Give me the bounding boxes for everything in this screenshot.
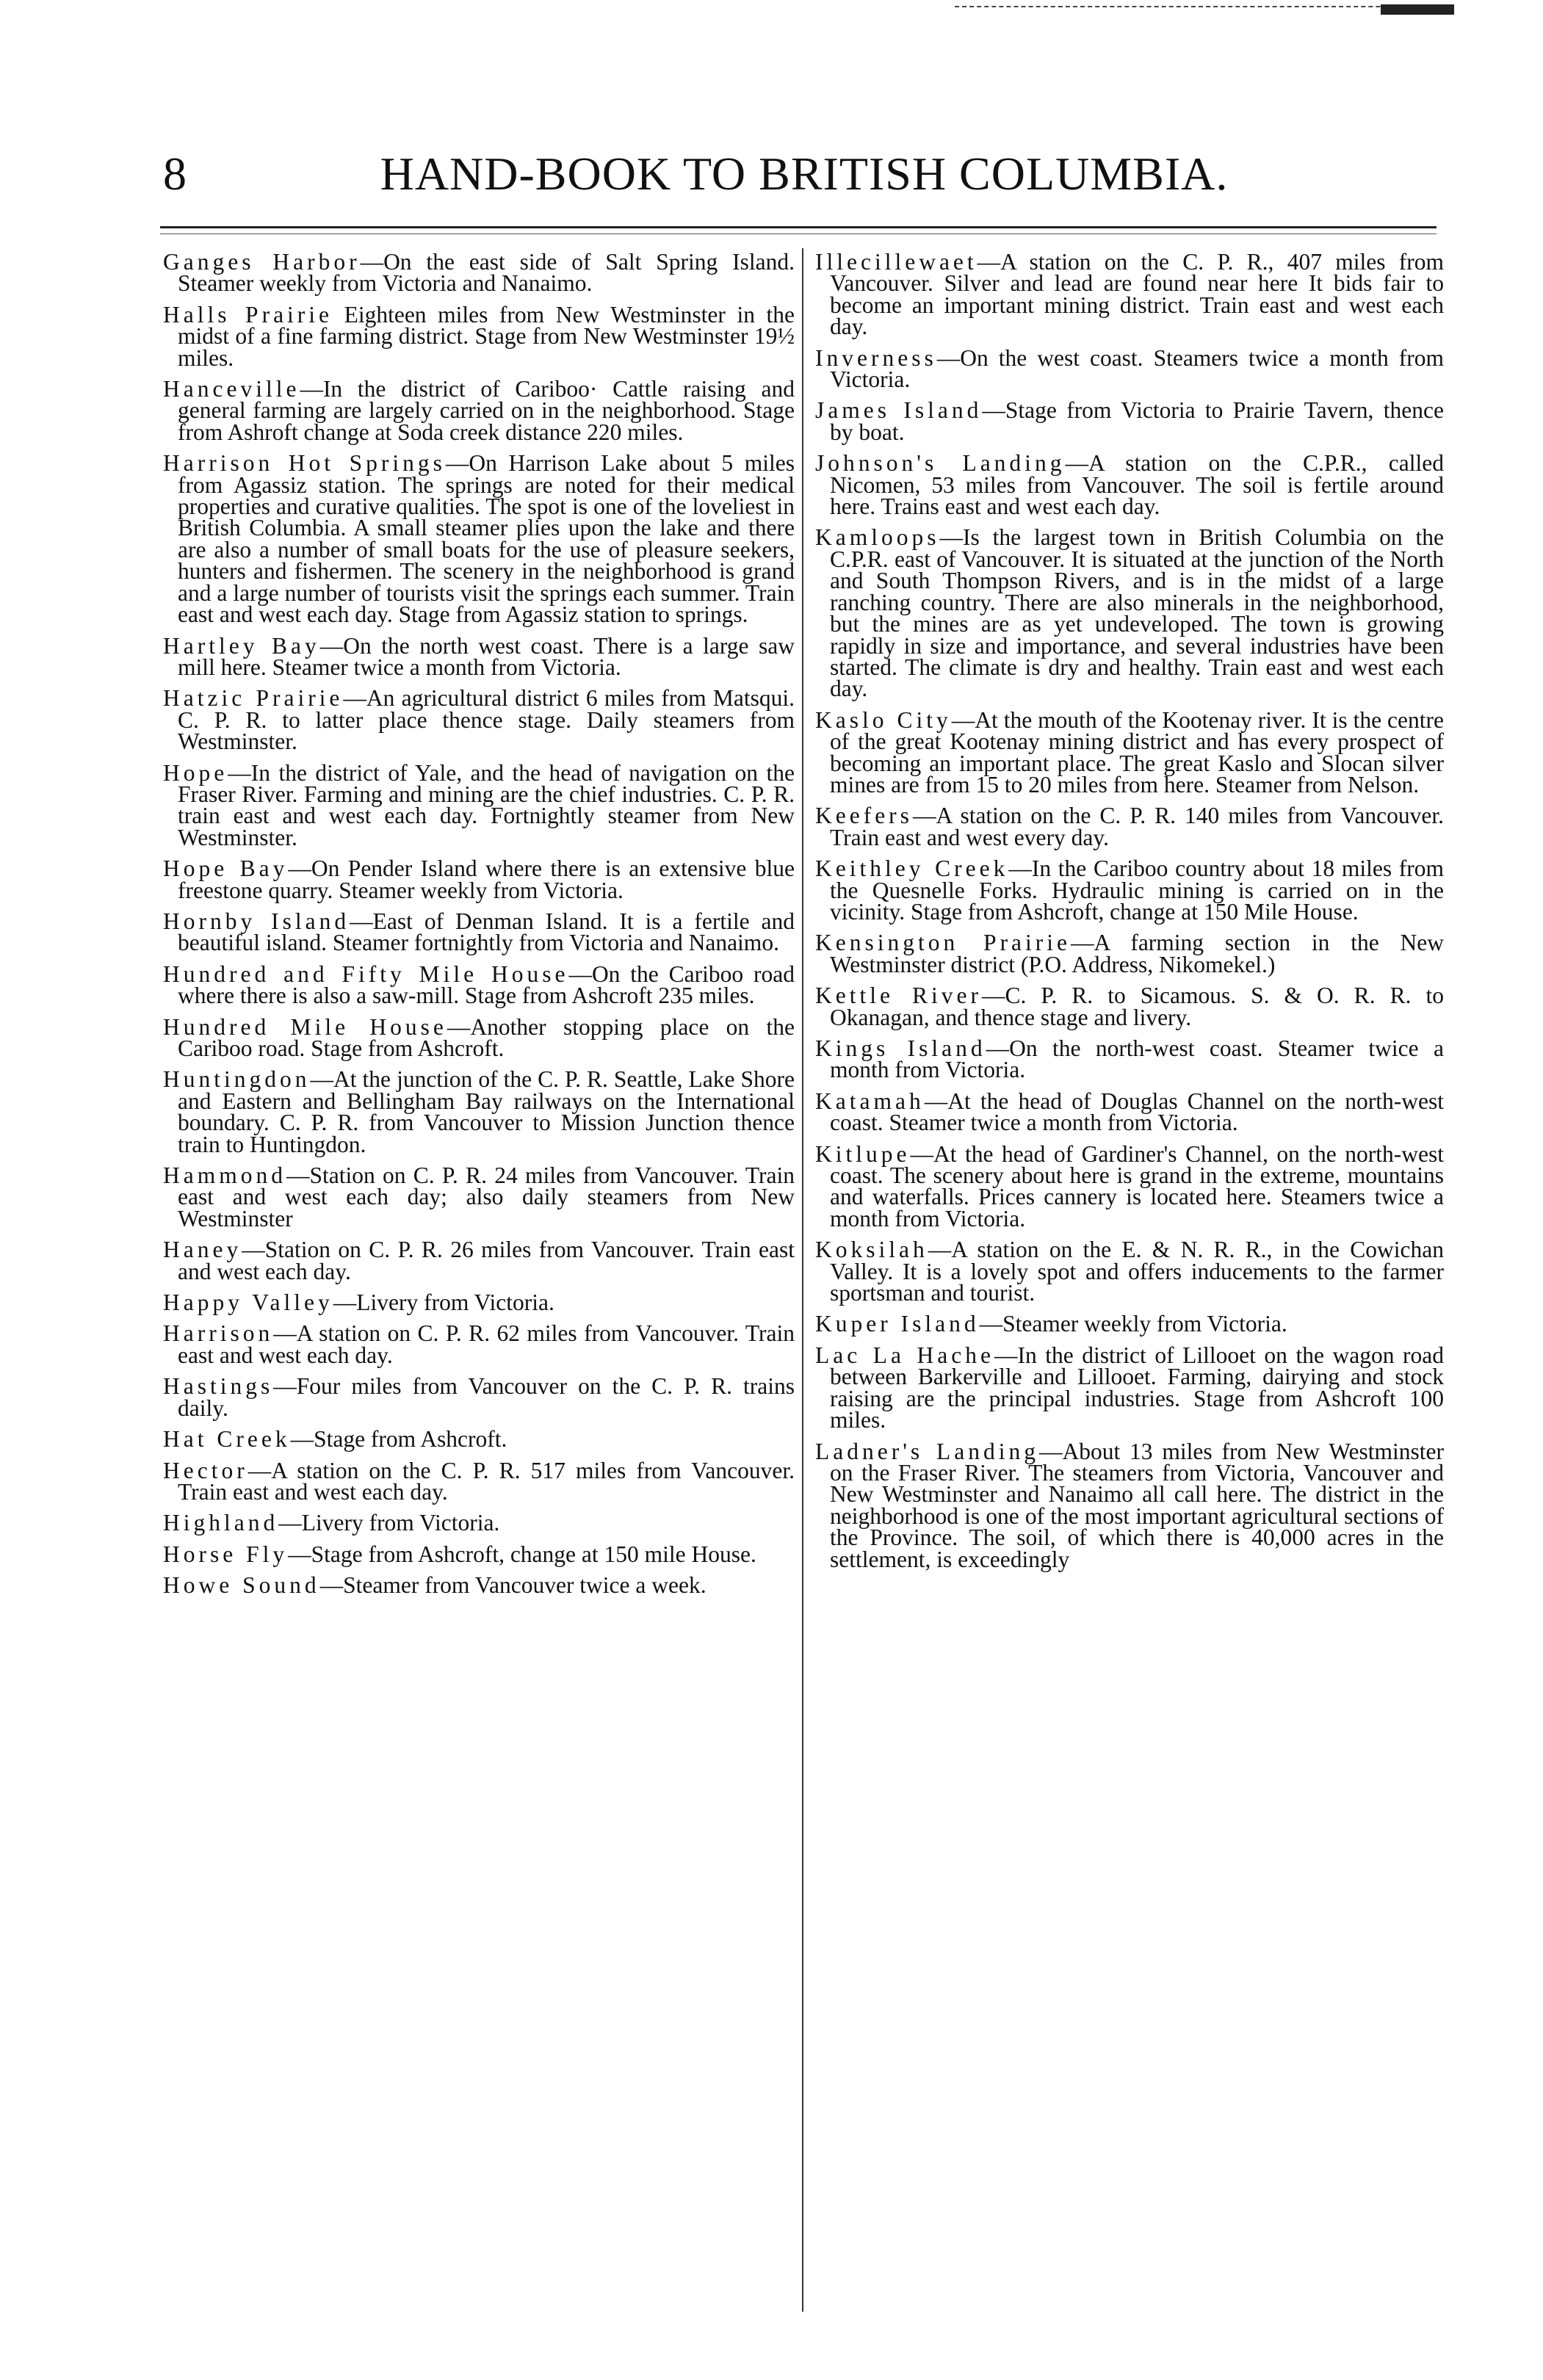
entry-description: —Steamer from Vancouver twice a week.: [319, 1572, 707, 1599]
entry-description: —On the east side of Salt Spring Island. Steamer weekly from Victoria and Nanaimo.: [178, 251, 795, 297]
gazetteer-entry: [815, 344, 1444, 393]
gazetteer-entry: [163, 632, 795, 680]
column-divider: [802, 248, 803, 2312]
entry-description: —A station on the E. & N. R. R., in the Cowichan Valley. It is a lovely spot and offers inducements to the farmer sportsman and tourist.: [830, 1237, 1444, 1306]
gazetteer-entry: [163, 1320, 795, 1368]
scan-edge-bar: [1381, 4, 1454, 15]
entry-place-name: Hat Creek: [163, 1426, 291, 1453]
header-rule: [160, 226, 1437, 228]
entry-description: —A station on the C. P. R. 517 miles from Vancouver. Train east and west each day.: [178, 1457, 795, 1505]
gazetteer-entry: [815, 805, 1444, 848]
left-column: [163, 251, 795, 2351]
entry-description: —A farming section in the New Westminster district (P.O. Address, Nikomekel.): [830, 930, 1444, 977]
gazetteer-entry: [815, 399, 1444, 443]
entry-place-name: Inverness: [815, 344, 937, 371]
gazetteer-entry: [163, 1541, 795, 1567]
gazetteer-entry: [163, 1068, 795, 1155]
gazetteer-entry: [815, 856, 1444, 925]
entry-description: —Steamer weekly from Victoria.: [979, 1311, 1287, 1337]
entry-description: —In the district of Cariboo· Cattle raising and general farming are largely carried on in the neighborhood. Stage from Ashroft change at Soda creek distance 220 miles.: [178, 376, 795, 445]
entry-place-name: Hundred and Fifty Mile House: [163, 961, 569, 987]
gazetteer-entry: [163, 908, 795, 956]
entry-place-name: Katamah: [815, 1088, 925, 1114]
entry-description: —At the head of Gardiner's Channel, on the north-west coast. The scenery about here is grand in the extreme, mountains and waterfalls. Prices cannery is located here. Steamers twice a month from Victoria.: [830, 1140, 1444, 1231]
gazetteer-entry: [163, 1013, 795, 1061]
entry-place-name: Halls Prairie: [163, 301, 333, 328]
gazetteer-entry: [815, 251, 1444, 338]
gazetteer-entry: [815, 1237, 1444, 1306]
entry-place-name: Horse Fly: [163, 1541, 289, 1567]
entry-description: —Another stopping place on the Cariboo road. Stage from Ashcroft.: [178, 1013, 795, 1061]
entry-description: —At the head of Douglas Channel on the north-west coast. Steamer twice a month from Victoria.: [830, 1088, 1444, 1136]
entry-place-name: Haney: [163, 1237, 242, 1263]
entry-description: —East of Denman Island. It is a fertile and beautiful island. Steamer fortnightly from Victoria and Nanaimo.: [178, 908, 795, 956]
entry-place-name: Hastings: [163, 1373, 274, 1400]
entry-description: —A station on the C. P. R. 140 miles from Vancouver. Train east and west every day.: [830, 803, 1444, 850]
entry-place-name: Keefers: [815, 803, 913, 829]
entry-place-name: Kings Island: [815, 1035, 986, 1061]
entry-description: —On the Cariboo road where there is also a saw-mill. Stage from Ashcroft 235 miles.: [178, 961, 795, 1009]
entry-place-name: Hammond: [163, 1162, 286, 1189]
gazetteer-entry: [163, 251, 795, 297]
entry-place-name: Ladner's Landing: [815, 1438, 1039, 1464]
gazetteer-entry: [163, 378, 795, 443]
entry-place-name: Hope: [163, 759, 228, 786]
gazetteer-entry: [163, 963, 795, 1007]
gazetteer-entry: [815, 1438, 1444, 1572]
running-head-title: HAND-BOOK TO BRITISH COLUMBIA.: [380, 148, 1229, 200]
entry-place-name: Hope Bay: [163, 856, 289, 882]
entry-description: —A station on the C. P. R., 407 miles from Vancouver. Silver and lead are found near here It bids fair to become an important mining district. Train east and west each day.: [830, 251, 1444, 340]
entry-place-name: James Island: [815, 397, 983, 424]
entry-place-name: Harrison Hot Springs: [163, 450, 446, 477]
gazetteer-entry: [163, 450, 795, 628]
gazetteer-entry: [815, 1035, 1444, 1083]
entry-place-name: Kettle River: [815, 983, 982, 1009]
entry-place-name: Johnson's Landing: [815, 450, 1066, 477]
entry-description: —A station on C. P. R. 62 miles from Vancouver. Train east and west each day.: [178, 1320, 795, 1368]
scan-edge-mark: [955, 6, 1454, 13]
gazetteer-entry: [815, 524, 1444, 702]
entry-place-name: Kamloops: [815, 524, 940, 551]
gazetteer-entry: [163, 1290, 795, 1316]
entry-place-name: Kitlupe: [815, 1140, 911, 1167]
entry-place-name: Koksilah: [815, 1237, 928, 1263]
entry-place-name: Keithley Creek: [815, 856, 1009, 882]
entry-description: —An agricultural district 6 miles from Matsqui. C. P. R. to latter place thence stage. Daily steamers from Westminster.: [178, 685, 795, 755]
entry-description: —On the north-west coast. Steamer twice a month from Victoria.: [830, 1035, 1444, 1083]
gazetteer-entry: [815, 932, 1444, 975]
gazetteer-entry: [163, 1375, 795, 1419]
entry-description: —Livery from Victoria.: [278, 1510, 500, 1536]
entry-description: —Stage from Victoria to Prairie Tavern, thence by boat.: [830, 397, 1444, 445]
entry-description: Eighteen miles from New Westminster in the midst of a fine farming district. Stage from New Westminster 19½ miles.: [178, 301, 795, 371]
entry-description: —In the Cariboo country about 18 miles from the Quesnelle Forks. Hydraulic mining is carried on in the vicinity. Stage from Ashcroft, change at 150 Mile House.: [830, 856, 1444, 925]
gazetteer-entry: [163, 1162, 795, 1231]
entry-description: —On Pender Island where there is an extensive blue freestone quarry. Steamer weekly from Victoria.: [178, 856, 795, 903]
entry-description: —Stage from Ashcroft.: [290, 1426, 507, 1453]
entry-place-name: Kensington Prairie: [815, 930, 1072, 956]
entry-place-name: Kaslo City: [815, 706, 952, 733]
entry-description: —Station on C. P. R. 24 miles from Vancouver. Train east and west each day; also daily steamers from New Westminster: [178, 1162, 795, 1231]
entry-description: —Stage from Ashcroft, change at 150 mile House.: [288, 1541, 756, 1567]
gazetteer-entry: [815, 1090, 1444, 1134]
entry-description: —About 13 miles from New Westminster on the Fraser River. The steamers from Victoria, Vancouver and New Westminster and Nanaimo all call here. The district in the neighborhood is one of the most important agricultural sections of the Province. The soil, of which there is 40,000 acres in the settlement, is exceedingly: [830, 1438, 1444, 1572]
entry-description: —In the district of Lillooet on the wagon road between Barkerville and Lillooet. Farming, dairying and stock raising are the principal industries. Stage from Ashcroft 100 miles.: [830, 1342, 1444, 1433]
gazetteer-entry: [815, 706, 1444, 797]
gazetteer-entry: [815, 450, 1444, 520]
gazetteer-entry: [163, 301, 795, 371]
entry-description: —Livery from Victoria.: [333, 1290, 554, 1316]
entry-place-name: Highland: [163, 1510, 279, 1536]
entry-place-name: Kuper Island: [815, 1311, 980, 1337]
entry-description: —Station on C. P. R. 26 miles from Vancouver. Train east and west each day.: [178, 1237, 795, 1284]
entry-place-name: Hundred Mile House: [163, 1013, 447, 1040]
gazetteer-entry: [163, 858, 795, 901]
right-column: [815, 251, 1444, 2351]
gazetteer-entry: [815, 1311, 1444, 1337]
entry-place-name: Illecillewaet: [815, 251, 978, 275]
gazetteer-entry: [163, 1457, 795, 1505]
entry-place-name: Hatzic Prairie: [163, 685, 344, 712]
entry-description: —C. P. R. to Sicamous. S. & O. R. R. to Okanagan, and thence stage and livery.: [830, 983, 1444, 1030]
entry-description: —At the mouth of the Kootenay river. It is the centre of the great Kootenay mining district and has every prospect of becoming an important place. The great Kaslo and Slocan silver mines are from 15 to 20 miles from here. Steamer from Nelson.: [830, 706, 1444, 797]
entry-description: —At the junction of the C. P. R. Seattle, Lake Shore and Eastern and Bellingham Bay railways on the International boundary. C. P. R. from Vancouver to Mission Junction thence train to Huntingdon.: [178, 1066, 795, 1157]
gazetteer-entry: [163, 685, 795, 755]
entry-description: —Four miles from Vancouver on the C. P. R. trains daily.: [178, 1373, 795, 1421]
entry-place-name: Happy Valley: [163, 1290, 333, 1316]
gazetteer-entry: [163, 1239, 795, 1282]
entry-description: —On the west coast. Steamers twice a month from Victoria.: [830, 344, 1444, 393]
entry-description: —Is the largest town in British Columbia on the C.P.R. east of Vancouver. It is situated at the junction of the North and South Thompson Rivers, and is in the midst of a large ranching country. There are also minerals in the neighborhood, but the mines are as yet undeveloped. The town is growing rapidly in size and importance, and several industries have been started. The climate is dry and healthy. Train east and west each day.: [830, 524, 1444, 702]
entry-place-name: Lac La Hache: [815, 1342, 994, 1368]
gazetteer-entry: [163, 1510, 795, 1536]
gazetteer-entry: [815, 1140, 1444, 1231]
gazetteer-entry: [163, 1426, 795, 1453]
entry-place-name: Hornby Island: [163, 908, 350, 934]
entry-place-name: Hanceville: [163, 376, 300, 402]
entry-description: —In the district of Yale, and the head of navigation on the Fraser River. Farming and mining are the chief industries. C. P. R. train east and west each day. Fortnightly steamer from New Westminster.: [178, 759, 795, 850]
gazetteer-entry: [815, 985, 1444, 1028]
gazetteer-entry: [163, 1572, 795, 1599]
entry-place-name: Hartley Bay: [163, 632, 320, 659]
entry-description: —On Harrison Lake about 5 miles from Agassiz station. The springs are noted for their medical properties and curative qualities. The spot is one of the loveliest in British Columbia. A small steamer plies upon the lake and there are also a number of small boats for the use of pleasure seekers, hunters and fishermen. The scenery in the neighborhood is grand and a large number of tourists visit the springs each summer. Train east and west each day. Stage from Agassiz station to springs.: [178, 450, 795, 628]
gazetteer-entry: [163, 759, 795, 850]
entry-place-name: Harrison: [163, 1320, 274, 1347]
entry-description: —A station on the C.P.R., called Nicomen, 53 miles from Vancouver. The soil is fertile around here. Trains east and west each day.: [830, 450, 1444, 520]
entry-place-name: Hector: [163, 1457, 248, 1483]
page-number: 8: [163, 148, 187, 200]
gazetteer-entry: [815, 1342, 1444, 1433]
entry-description: —On the north west coast. There is a large saw mill here. Steamer twice a month from Victoria.: [178, 632, 795, 680]
entry-place-name: Ganges Harbor: [163, 251, 361, 275]
entry-place-name: Huntingdon: [163, 1066, 311, 1093]
entry-place-name: Howe Sound: [163, 1572, 320, 1599]
